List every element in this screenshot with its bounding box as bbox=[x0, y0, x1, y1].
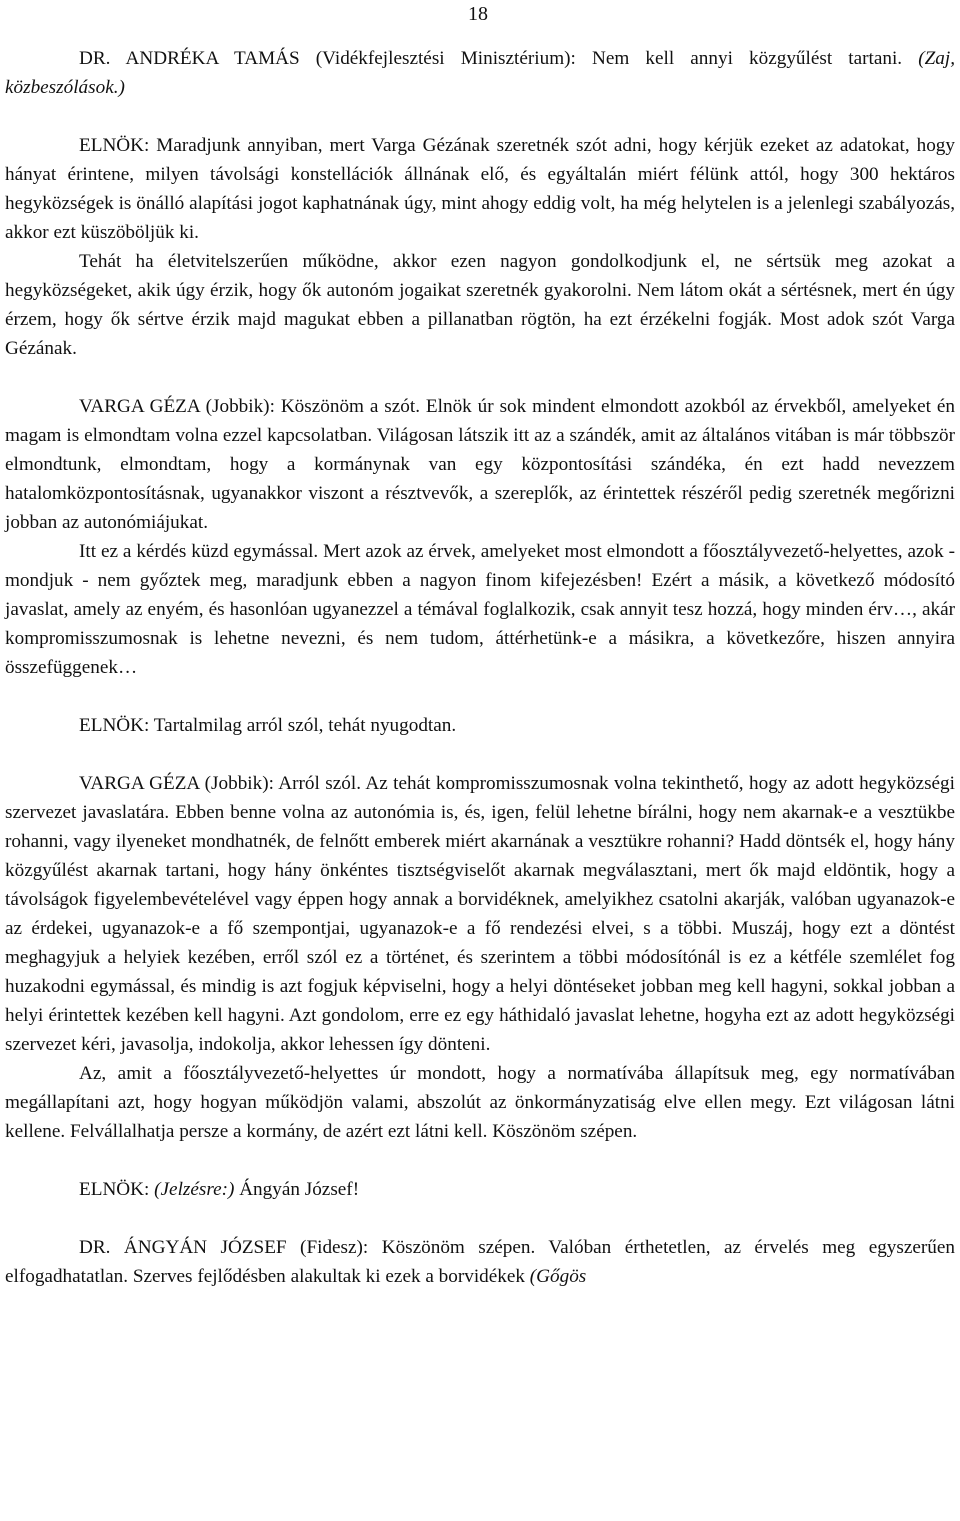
paragraph-varga-2 bbox=[5, 537, 955, 682]
paragraph-angyan-1 bbox=[5, 1233, 955, 1291]
paragraph-varga-3 bbox=[5, 769, 955, 1059]
paragraph-elnok-1 bbox=[5, 131, 955, 247]
text-segment: DR. ÁNGYÁN JÓZSEF (Fidesz): Köszönöm szépen. Valóban érthetetlen, az érvelés meg egyszerűen elfogadhatatlan. Szerves fejlődésben alakultak ki ezek a borvidékek bbox=[5, 1237, 955, 1287]
paragraph-elnok-3 bbox=[5, 711, 955, 740]
text-segment: DR. ANDRÉKA TAMÁS (Vidékfejlesztési Minisztérium): Nem kell annyi közgyűlést tartani. bbox=[79, 48, 919, 69]
paragraph-varga-1 bbox=[5, 392, 955, 537]
text-segment: Tehát ha életvitelszerűen működne, akkor ezen nagyon gondolkodjunk el, ne sértsük meg azokat a hegyközségeket, akik úgy érzik, hogy ők autonóm jogaikat szeretnék gyakorolni. Nem látom okát a sértésnek, mert én úgy érzem, hogy ők sértve érzik majd magukat ebben a pillanatban rögtön, ha ezt érzékelni fogják. Most adok szót Varga Gézának. bbox=[5, 251, 955, 359]
text-segment: VARGA GÉZA (Jobbik): Arról szól. Az tehát kompromisszumosnak volna tekinthető, hogy az adott hegyközségi szervezet javaslatára. Ebben benne volna az autonómia is, és, igen, felül lehetne bírálni, hogy nem akarnak-e a vesztükbe rohanni, vagy ilyeneket mondhatnék, de felnőtt emberek miért akarnának a vesztükre rohanni? Hadd döntsék el, hogy hány közgyűlést akarnak tartani, hogy hány önkéntes tisztségviselőt akarnak megválasztani, mert ők majd eldöntik, hogy a távolságok figyelembevételével vagy éppen hogy annak a borvidéknek, amelyikhez csatolni akarják, valóban ugyanazok-e az érdekei, ugyanazok-e a fő szempontjai, ugyanazok-e a fő rendezési elvei, s a többi. Muszáj, hogy ezt a döntést meghagyjuk a helyiek kezében, erről szól ez a történet, és szerintem a többi módosítónál is ez a kétféle szemlélet fog huzakodni egymással, és mindig is azt fogjuk képviselni, hogy a helyi döntéseket jobban meg kell hagyni, sokkal jobban a helyi érintettek kezében kell hagyni. Azt gondolom, erre ez egy háthidaló javaslat lehetne, hogyha ezt az adott hegyközségi szervezet kéri, javasolja, indokolja, akkor lehessen így dönteni. bbox=[5, 773, 955, 1055]
page-number: 18 bbox=[468, 3, 488, 25]
text-segment: Az, amit a főosztályvezető-helyettes úr mondott, hogy a normatívába állapítsuk meg, egy normatívában megállapítani azt, hogy hogyan működjön valami, abszolút az önkormányzatiság elve ellen megy. Ezt világosan látni kellene. Felvállalhatja persze a kormány, de azért ezt látni kell. Köszönöm szépen. bbox=[5, 1063, 955, 1142]
text-segment-italic: (Zaj, közbeszólások.) bbox=[5, 48, 955, 98]
paragraph-andreka-1 bbox=[5, 44, 955, 102]
paragraph-elnok-2 bbox=[5, 247, 955, 363]
text-segment: VARGA GÉZA (Jobbik): Köszönöm a szót. Elnök úr sok mindent elmondott azokból az érvekből, amelyeket én magam is elmondtam volna ezzel kapcsolatban. Világosan látszik itt az a szándék, amit az általános vitában is már többször elmondtunk, elmondtam, hogy a kormánynak van egy központosítási szándéka, én ezt hadd nevezzem hatalomközpontosításnak, ugyanakkor viszont a résztvevők, a szereplők, az érintettek részéről pedig szeretnék megőrizni jobban az autonómiájukat. bbox=[5, 396, 955, 533]
text-segment-italic: (Gőgös bbox=[529, 1266, 587, 1287]
paragraph-varga-4 bbox=[5, 1059, 955, 1146]
text-segment: ELNÖK: Tartalmilag arról szól, tehát nyugodtan. bbox=[79, 715, 457, 736]
text-segment-italic: (Jelzésre:) bbox=[154, 1179, 235, 1200]
text-segment: ELNÖK: bbox=[79, 1179, 155, 1200]
text-segment: Itt ez a kérdés küzd egymással. Mert azok az érvek, amelyeket most elmondott a főosztályvezető-helyettes, azok - mondjuk - nem győztek meg, maradjunk ebben a nagyon finom kifejezésben! Ezért a másik, a következő módosító javaslat, amely az enyém, és hasonlóan ugyanezzel a témával foglalkozik, csak annyit tesz hozzá, hogy minden érv…, akár kompromisszumosnak is lehetne nevezni, és nem tudom, áttérhetünk-e a másikra, a következőre, hiszen annyira összefüggenek… bbox=[5, 541, 955, 678]
text-segment: ELNÖK: Maradjunk annyiban, mert Varga Gézának szeretnék szót adni, hogy kérjük ezeket az adatokat, hogy hányat érintene, milyen távolsági konstellációk állnának elő, és egyáltalán miért félünk attól, hogy 300 hektáros hegyközségek is önálló alapítási jogot kaphatnának úgy, mint ahogy eddig volt, ha még helytelen is a jelenlegi szabályozás, akkor ezt küszöböljük ki. bbox=[5, 135, 955, 243]
paragraph-elnok-4 bbox=[5, 1175, 955, 1204]
text-segment: Ángyán József! bbox=[234, 1179, 360, 1200]
document-body bbox=[5, 44, 955, 1291]
